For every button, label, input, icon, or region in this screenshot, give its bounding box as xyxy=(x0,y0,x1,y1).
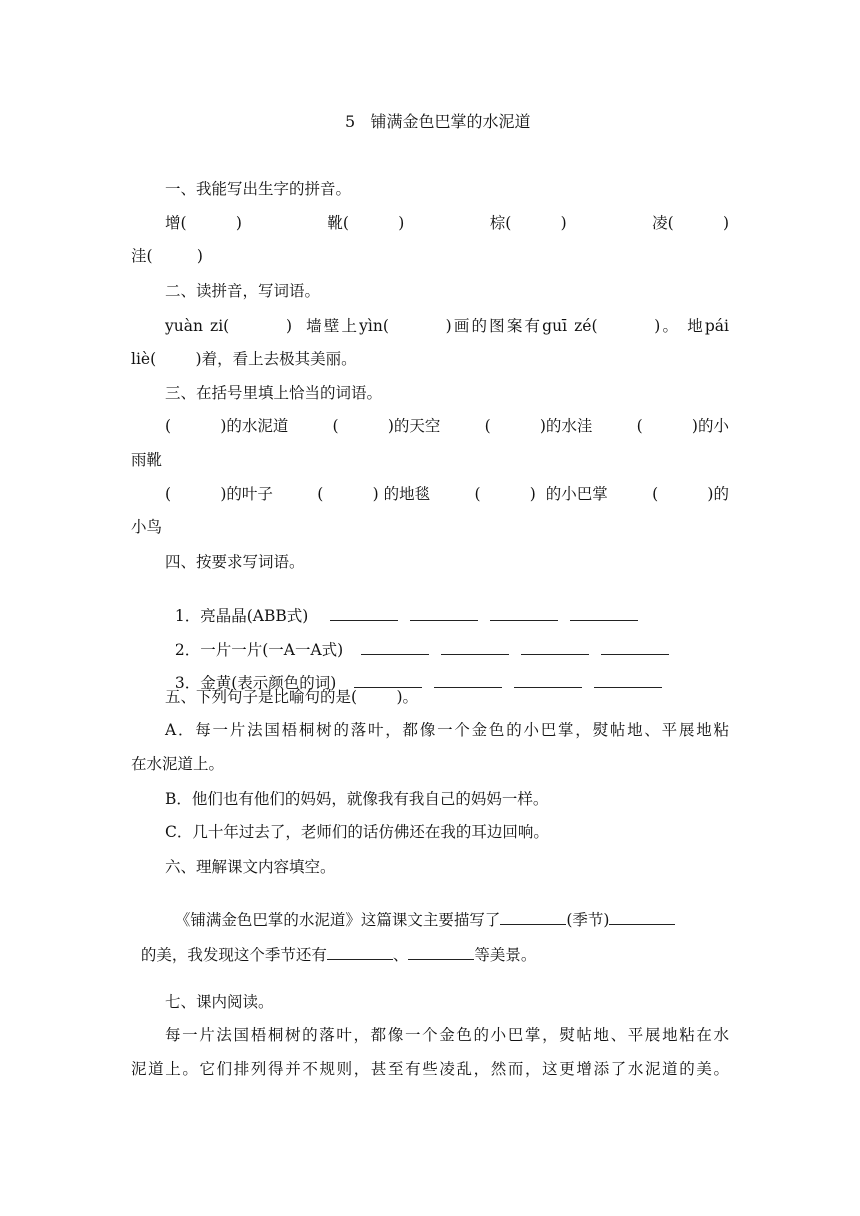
fill-item: ( )的天空 xyxy=(332,417,441,435)
fill-item: ( )的叶子 xyxy=(165,485,273,503)
section-6-line xyxy=(165,890,675,930)
answer-blank xyxy=(434,686,502,688)
section-5-heading: 五、下列句子是比喻句的是( )。 xyxy=(165,688,419,706)
fill-text: 的美，我发现这个季节还有 xyxy=(140,946,327,964)
answer-blank xyxy=(594,686,662,688)
section-4-heading: 四、按要求写词语。 xyxy=(165,553,305,571)
fill-item: ( )的水泥道 xyxy=(165,417,289,435)
option-a-cont: 在水泥道上。 xyxy=(131,755,225,773)
pinyin-item: 凌( ) xyxy=(652,214,729,232)
option-a: A．每一片法国梧桐树的落叶，都像一个金色的小巴掌，熨帖地、平展地粘 xyxy=(165,721,729,739)
fill-item: ( ) 的小巴掌 xyxy=(474,485,608,503)
section-2-line: yuàn zi( ) 墙壁上yìn( )画的图案有guī zé( )。 地pái xyxy=(165,317,729,335)
fill-item: ( ) 的地毯 xyxy=(317,485,431,503)
section-3-row xyxy=(165,416,729,436)
section-1-items xyxy=(165,213,729,233)
fill-item: ( )的 xyxy=(652,485,729,503)
section-3-row xyxy=(165,484,729,504)
pinyin-item: 靴( ) xyxy=(327,214,405,232)
section-2-heading: 二、读拼音，写词语。 xyxy=(165,282,321,300)
question-label: 1．亮晶晶(ABB式) xyxy=(174,607,309,625)
fill-text: 、 xyxy=(392,946,409,964)
section-3-heading: 三、在括号里填上恰当的词语。 xyxy=(165,384,383,402)
fill-item: ( )的小 xyxy=(636,417,729,435)
fill-text: (季节) xyxy=(566,911,610,929)
question-label: 2．一片一片(一A一A式) xyxy=(174,641,344,659)
option-b: B．他们也有他们的妈妈，就像我有我自己的妈妈一样。 xyxy=(165,790,549,808)
answer-blank xyxy=(408,958,474,960)
fill-item: ( )的水洼 xyxy=(484,417,593,435)
pinyin-item: 洼( ) xyxy=(131,247,203,265)
fill-text: 《铺满金色巴掌的水泥道》这篇课文主要描写了 xyxy=(174,911,501,929)
page-title: 5 铺满金色巴掌的水泥道 xyxy=(345,112,531,131)
reading-paragraph: 泥道上。它们排列得并不规则，甚至有些凌乱，然而，这更增添了水泥道的美。 xyxy=(131,1060,729,1078)
section-3-cont: 小鸟 xyxy=(131,518,163,536)
answer-blank xyxy=(514,686,582,688)
pinyin-item: 棕( ) xyxy=(489,214,567,232)
fill-text: 等美景。 xyxy=(474,946,537,964)
section-2-line: liè( )着，看上去极其美丽。 xyxy=(131,350,357,368)
section-3-cont: 雨靴 xyxy=(131,451,163,469)
answer-blank xyxy=(609,923,675,925)
reading-paragraph: 每一片法国梧桐树的落叶，都像一个金色的小巴掌，熨帖地、平展地粘在水 xyxy=(165,1026,729,1044)
pinyin-item: 增( ) xyxy=(165,214,242,232)
section-7-heading: 七、课内阅读。 xyxy=(165,993,274,1011)
section-1-heading: 一、我能写出生字的拼音。 xyxy=(165,180,352,198)
answer-blank xyxy=(327,958,393,960)
section-6-heading: 六、理解课文内容填空。 xyxy=(165,858,336,876)
question-label: 3．金黄(表示颜色的词) xyxy=(174,674,337,692)
option-c: C．几十年过去了，老师们的话仿佛还在我的耳边回响。 xyxy=(165,823,549,841)
section-6-line xyxy=(131,925,536,965)
